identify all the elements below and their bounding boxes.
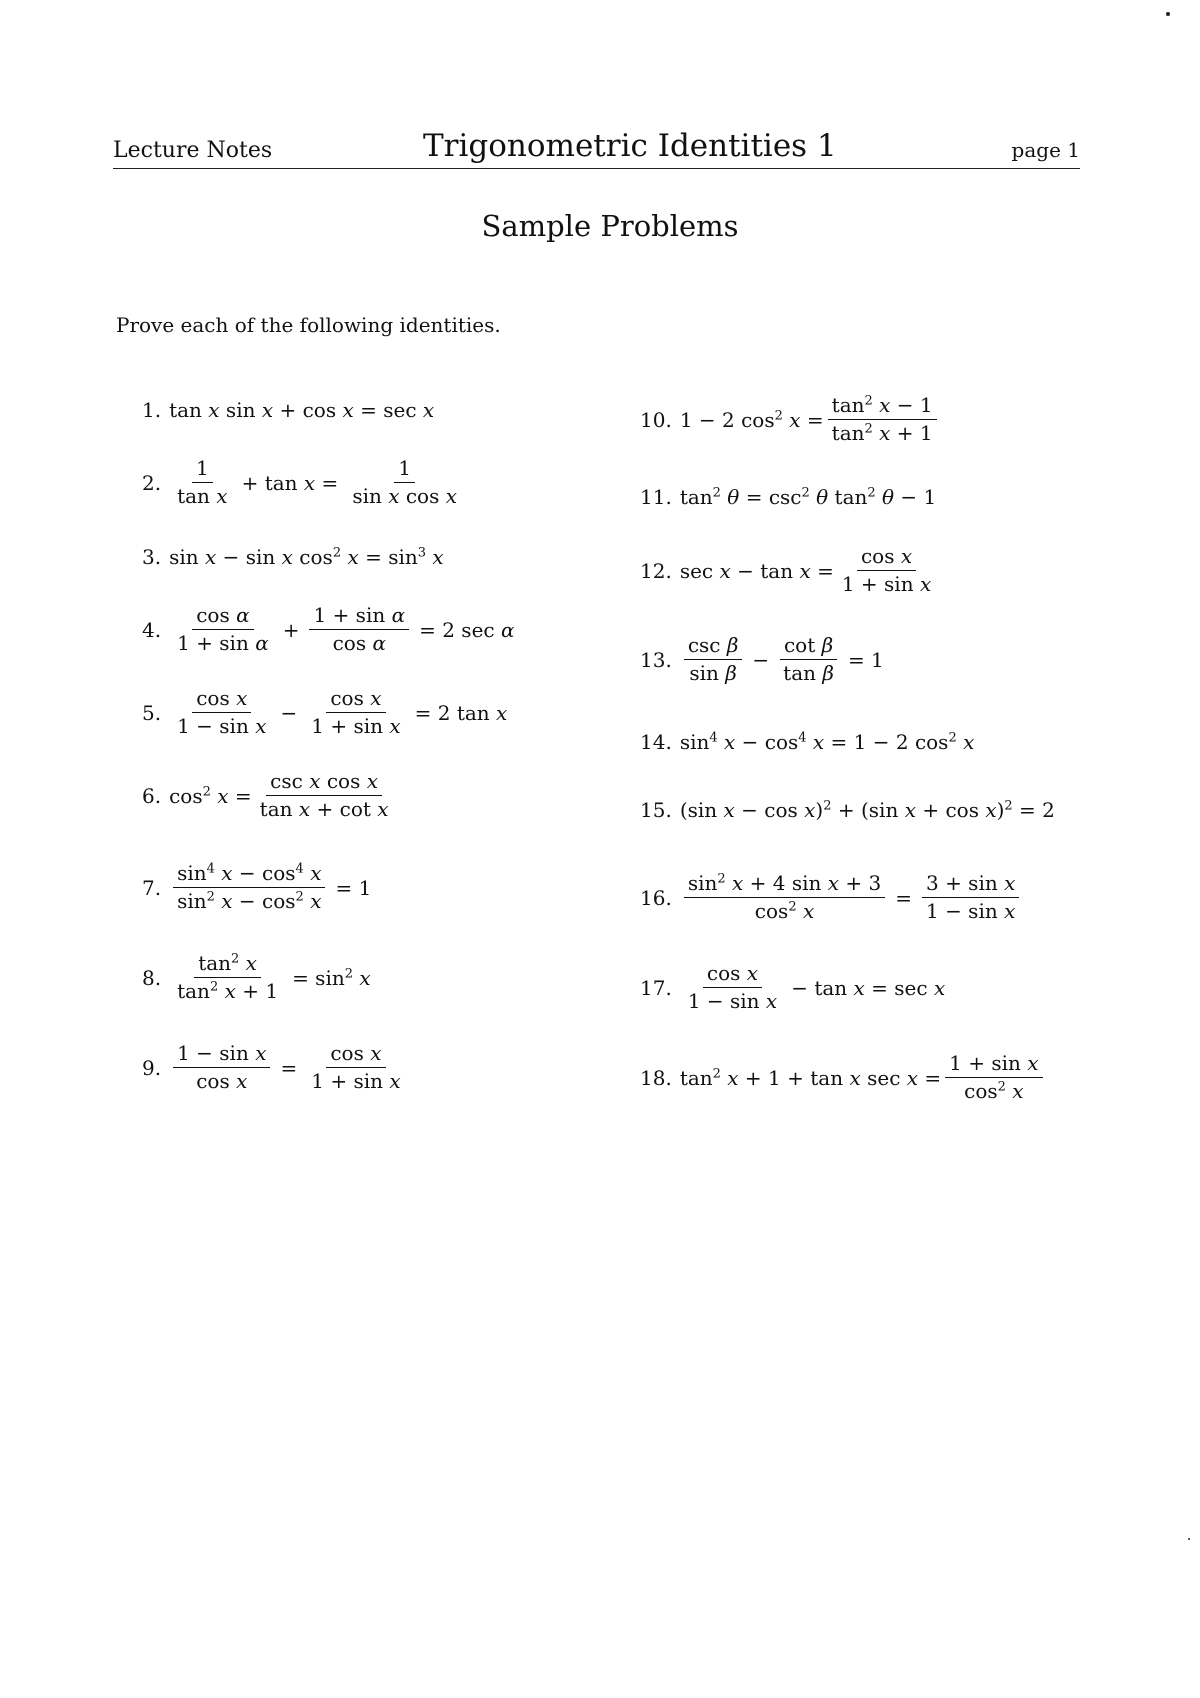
problem-number: 4.: [142, 617, 162, 642]
problem-number: 14.: [640, 730, 672, 754]
header-rule: [113, 168, 1080, 169]
problem-9: 9. $\frac{\text{1 − sin x}}{\text{cos x}}$ = $\frac{\text{cos x}}{\text{1 + sin x}}$: [142, 1041, 401, 1093]
problem-16: 16. $\frac{\sin^2 x + 4 \sin x + 3}{\cos^2 x}$ = $\frac{\text{3 + sin x}}{\text{1 − sin x}}$: [640, 870, 1023, 925]
problem-number: 11.: [640, 485, 672, 509]
problem-18: 18. $\tan^2 x + 1 + \tan x$ sec x = $\frac{\text{1 + sin x}}{\cos^2 x}$: [640, 1050, 1047, 1105]
problem-number: 3.: [142, 545, 162, 569]
problem-number: 7.: [142, 875, 162, 900]
problem-3: 3. sin x − sin x $\cos^2 x = \sin^3 x$: [142, 545, 444, 569]
problem-17: 17. $\frac{\text{cos x}}{\text{1 − sin x}}$ − tan x = sec x: [640, 961, 946, 1013]
problem-6: 6. $\cos^2 x$ = $\frac{\text{csc x cos x}}{\text{tan x + cot x}}$: [142, 769, 389, 821]
header-left-text: Lecture Notes: [113, 138, 273, 163]
problem-2: 2. $\frac{1}{\text{tan x}}$ + tan x = $\frac{1}{\text{sin x cos x}}$: [142, 456, 458, 508]
problem-number: 13.: [640, 647, 672, 672]
problem-4: 4. $\frac{\text{cos α}}{\text{1 + sin α}}$ + $\frac{\text{1 + sin α}}{\text{cos α}}$ = 2 sec α: [142, 603, 515, 655]
problem-number: 12.: [640, 558, 672, 583]
problem-11: 11. $\tan^2 \theta = \csc^2 \theta$ $\tan^2 \theta - 1$: [640, 485, 937, 509]
problem-number: 16.: [640, 885, 672, 910]
problem-number: 2.: [142, 470, 162, 495]
instructions: Prove each of the following identities.: [116, 313, 501, 337]
problem-number: 18.: [640, 1065, 672, 1090]
header-title: Trigonometric Identities 1: [423, 128, 837, 164]
problem-number: 6.: [142, 783, 162, 808]
section-title: Sample Problems: [481, 209, 739, 243]
problem-7: 7. $\frac{\sin^4 x - \cos^4 x}{\sin^2 x - \cos^2 x}$ = 1: [142, 861, 372, 913]
problem-number: 10.: [640, 407, 672, 432]
problem-14: 14. $\sin^4 x - \cos^4 x = 1 - 2$ $\cos^2 x$: [640, 730, 975, 754]
problem-number: 15.: [640, 798, 672, 822]
problem-number: 5.: [142, 700, 162, 725]
problem-number: 1.: [142, 398, 162, 422]
corner-dot-bottom: [1188, 1538, 1190, 1540]
problem-13: 13. $\frac{\text{csc β}}{\text{sin β}}$ − $\frac{\text{cot β}}{\text{tan β}}$ = 1: [640, 633, 884, 685]
problem-10: 10. 1 − 2 $\cos^2 x$ = $\frac{\tan^2 x - 1}{\tan^2 x + 1}$: [640, 392, 941, 447]
page-header: [113, 128, 1080, 172]
problem-12: 12. sec x − tan x = $\frac{\text{cos x}}{\text{1 + sin x}}$: [640, 544, 932, 596]
problem-1: 1. tan x sin x + cos x = sec x: [142, 398, 435, 422]
corner-dot-top: [1166, 12, 1170, 16]
problem-8: 8. $\frac{\tan^2 x}{\tan^2 x + 1}$ = $\sin^2 x$: [142, 951, 371, 1003]
problem-15: 15. (sin x − cos x)$^2$ + (sin x + cos x)$^2$ = 2: [640, 798, 1055, 822]
header-page-label: page 1: [1011, 138, 1080, 162]
problem-number: 9.: [142, 1055, 162, 1080]
problem-number: 17.: [640, 975, 672, 1000]
problem-number: 8.: [142, 965, 162, 990]
problem-5: 5. $\frac{\text{cos x}}{\text{1 − sin x}}$ − $\frac{\text{cos x}}{\text{1 + sin x}}$ = 2 tan x: [142, 686, 508, 738]
